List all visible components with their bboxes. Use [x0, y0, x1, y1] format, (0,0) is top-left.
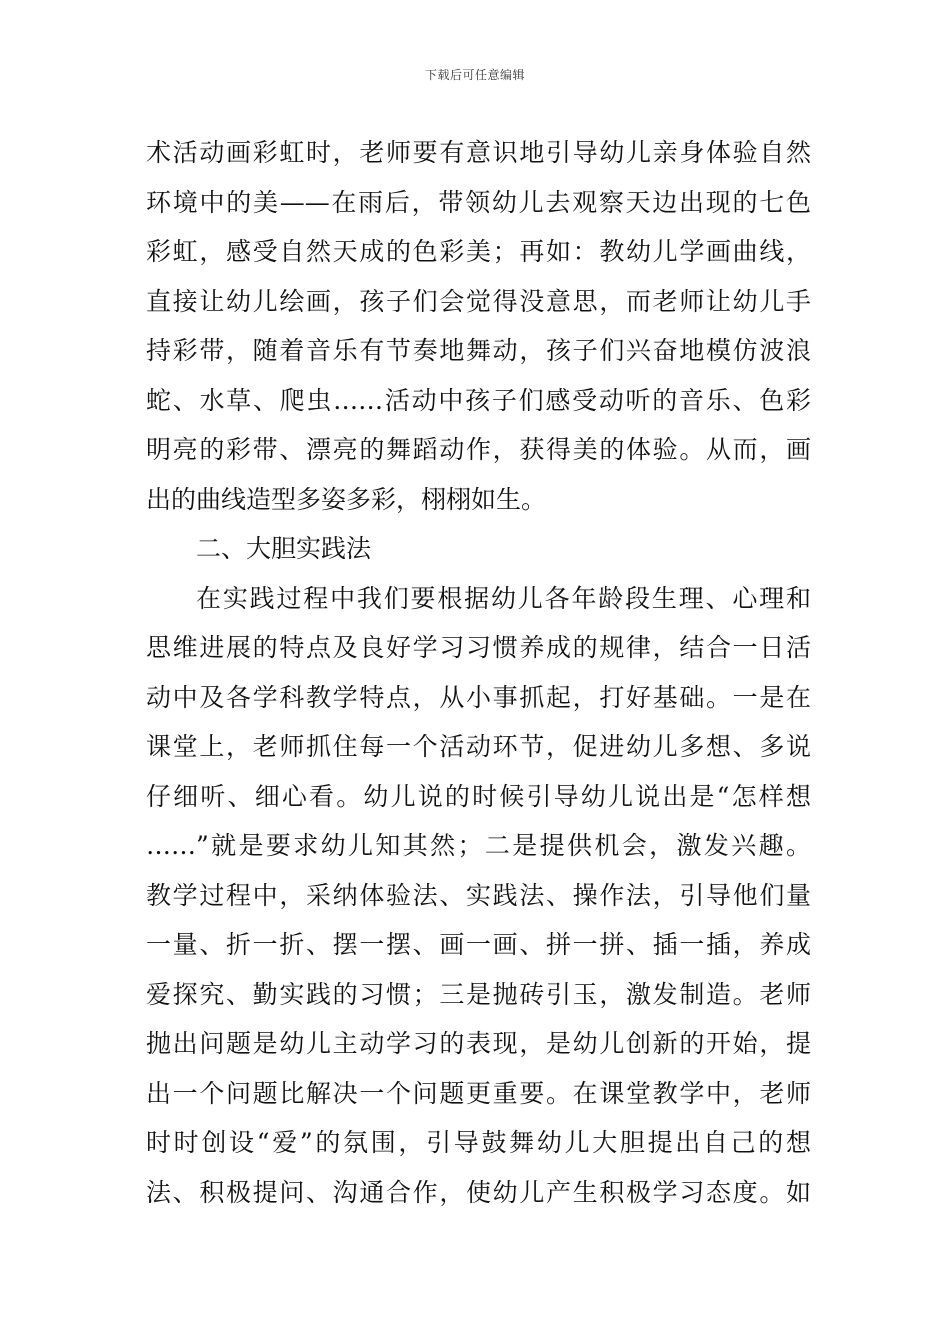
text-line: 思维进展的特点及良好学习习惯养成的规律，结合一日活 [146, 633, 811, 662]
text-line: 动中及各学科教学特点，从小事抓起，打好基础。一是在 [146, 682, 811, 712]
text-line: 出的曲线造型多姿多彩，栩栩如生。 [146, 484, 547, 514]
text-line: ……”就是要求幼儿知其然；二是提供机会，激发兴趣。 [146, 831, 811, 860]
text-line: 二、大胆实践法 [196, 534, 372, 563]
text-line: 爱探究、勤实践的习惯；三是抛砖引玉，激发制造。老师 [146, 979, 811, 1009]
text-line: 时时创设“爱”的氛围，引导鼓舞幼儿大胆提出自己的想 [146, 1128, 811, 1157]
text-line: 在实践过程中我们要根据幼儿各年龄段生理、心理和 [196, 583, 811, 613]
text-line: 术活动画彩虹时，老师要有意识地引导幼儿亲身体验自然 [146, 138, 811, 167]
text-line: 明亮的彩带、漂亮的舞蹈动作，获得美的体验。从而，画 [146, 435, 811, 464]
text-line: 出一个问题比解决一个问题更重要。在课堂教学中，老师 [146, 1078, 811, 1108]
text-line: 仔细听、细心看。幼儿说的时候引导幼儿说出是“怎样想 [146, 781, 811, 811]
text-line: 课堂上，老师抓住每一个活动环节，促进幼儿多想、多说 [146, 732, 811, 761]
text-line: 直接让幼儿绘画，孩子们会觉得没意思，而老师让幼儿手 [146, 286, 811, 316]
body-text [146, 128, 811, 1217]
text-line: 法、积极提问、沟通合作，使幼儿产生积极学习态度。如 [146, 1177, 811, 1207]
text-line: 蛇、水草、爬虫……活动中孩子们感受动听的音乐、色彩 [146, 385, 811, 415]
text-line: 抛出问题是幼儿主动学习的表现，是幼儿创新的开始，提 [146, 1029, 811, 1058]
text-line: 环境中的美——在雨后，带领幼儿去观察天边出现的七色 [146, 187, 811, 217]
text-line: 彩虹，感受自然天成的色彩美；再如：教幼儿学画曲线， [146, 237, 811, 266]
text-line: 教学过程中，采纳体验法、实践法、操作法，引导他们量 [146, 880, 811, 910]
text-line: 持彩带，随着音乐有节奏地舞动，孩子们兴奋地模仿波浪 [146, 336, 811, 365]
text-line: 一量、折一折、摆一摆、画一画、拼一拼、插一插，养成 [146, 930, 811, 959]
page-header: 下载后可任意编辑 [424, 68, 525, 82]
